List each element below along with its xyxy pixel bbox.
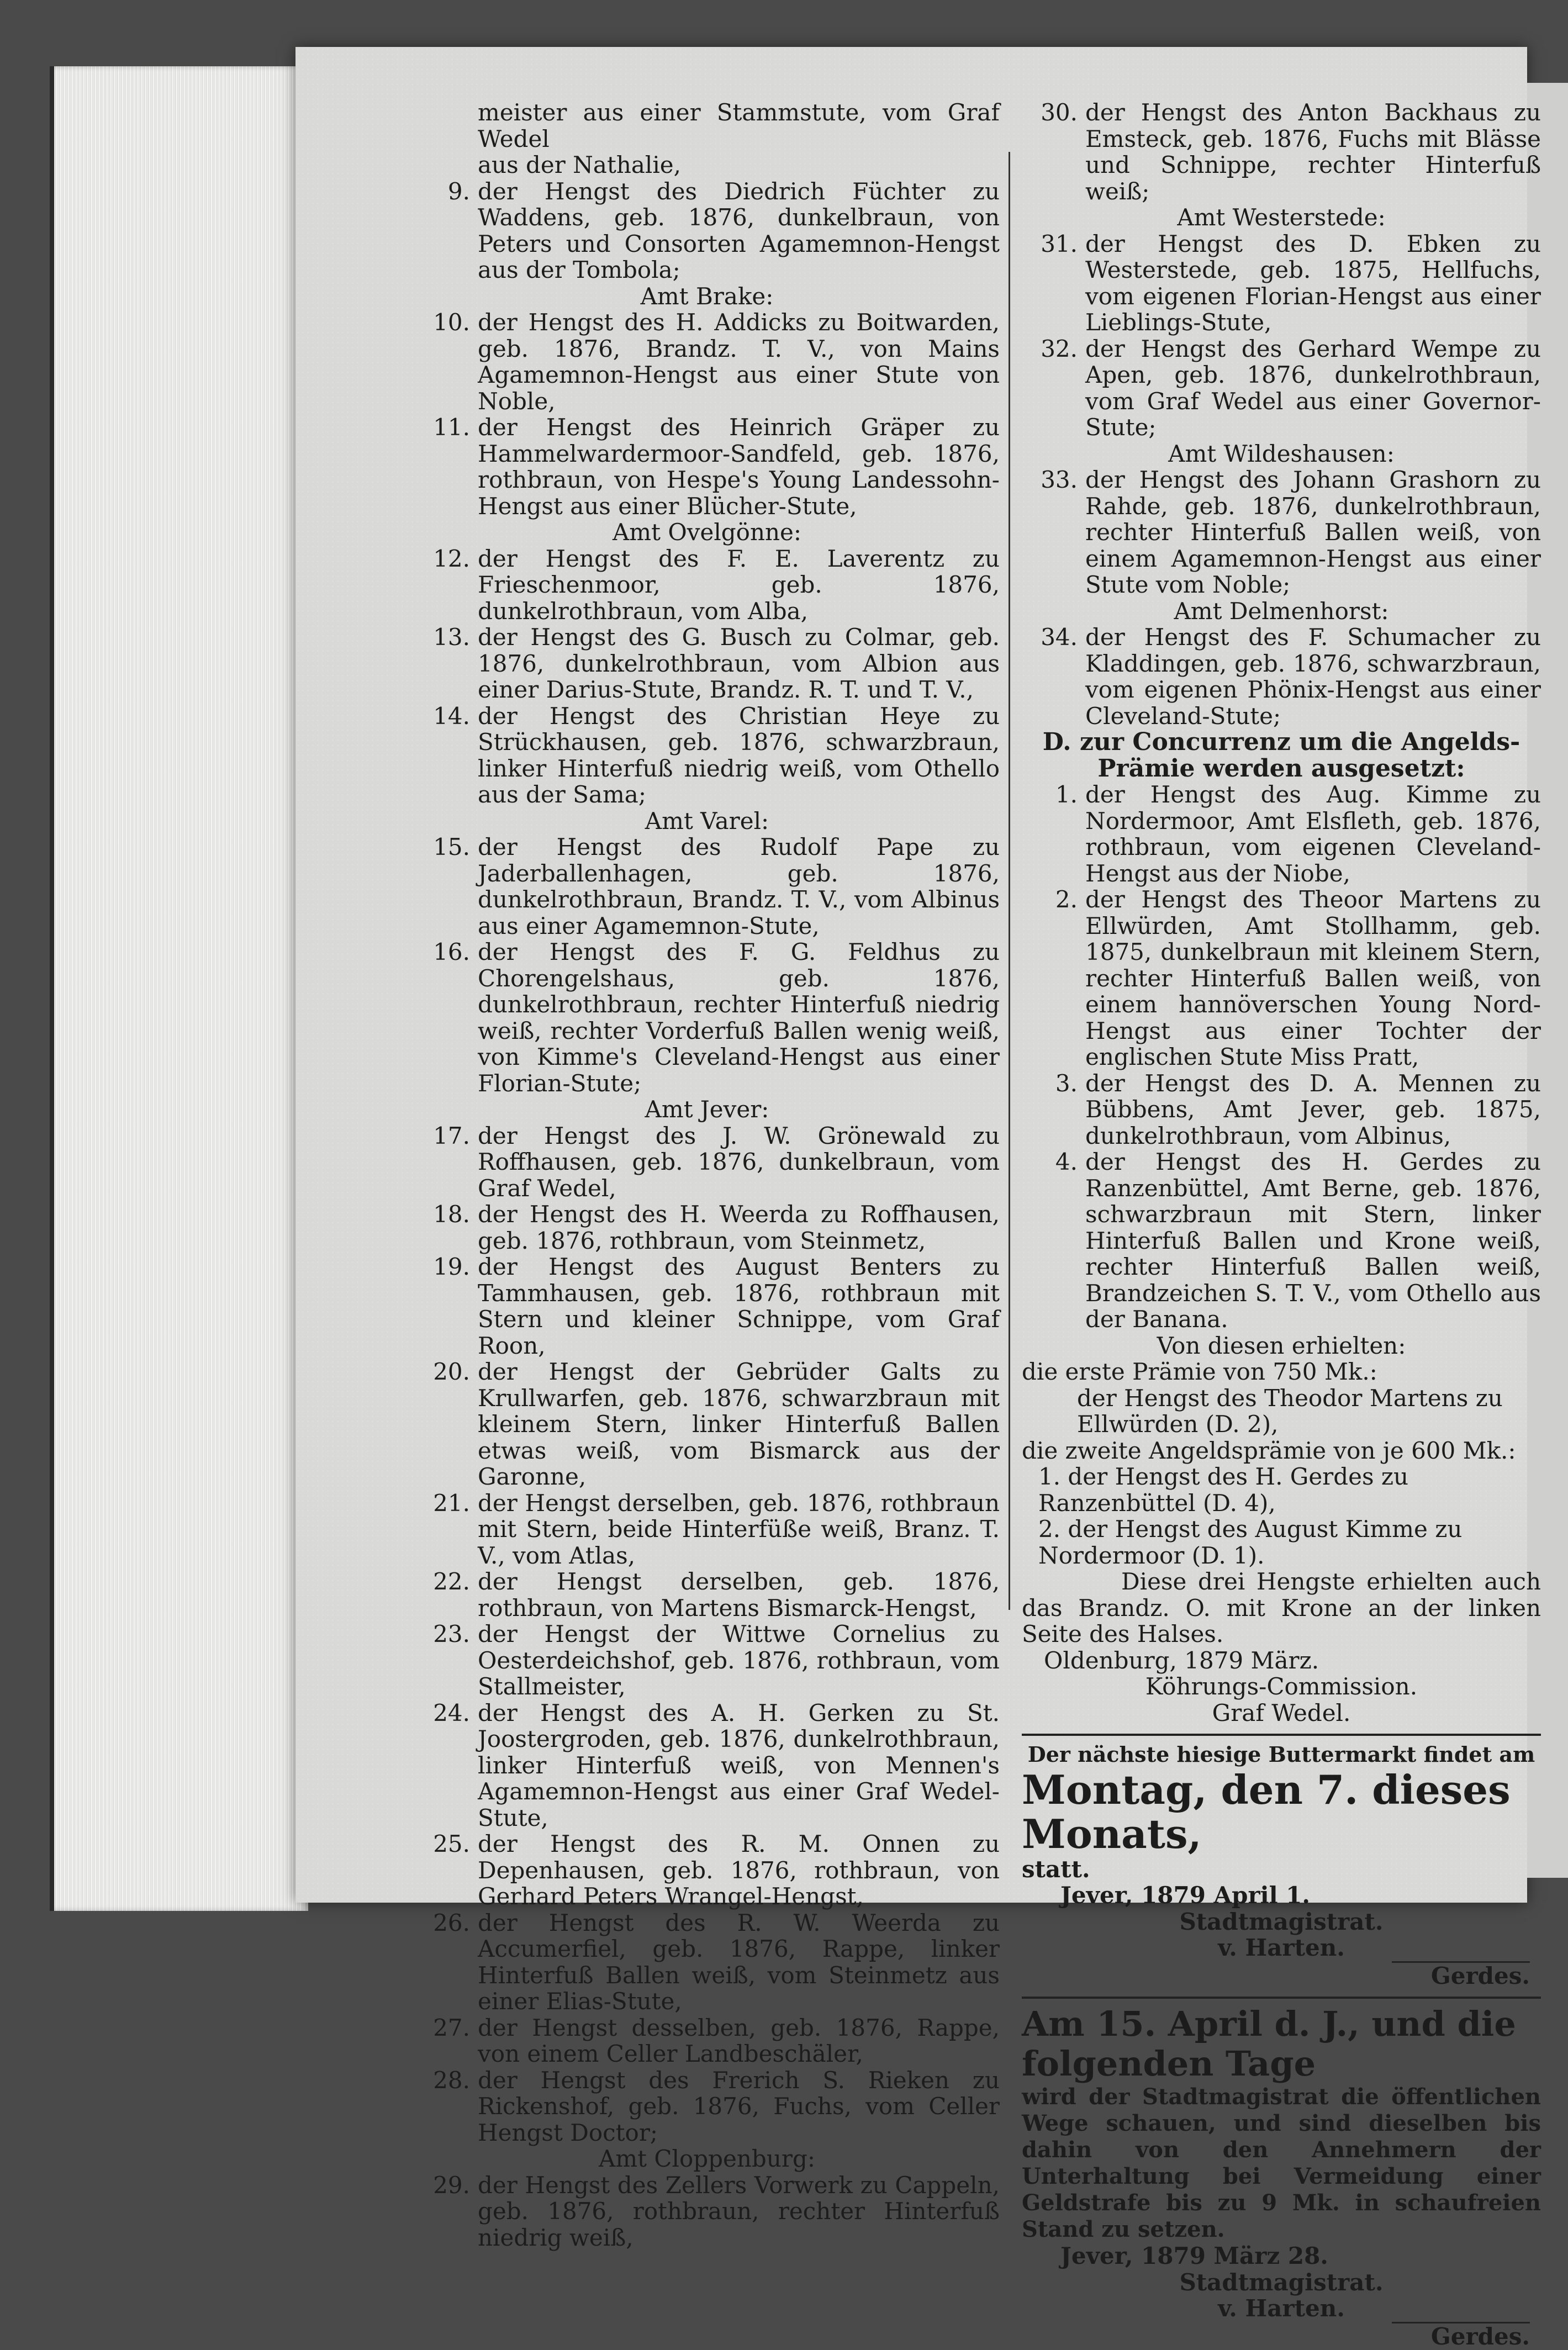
entry-number: 21. bbox=[433, 1489, 470, 1517]
district-heading: Amt Cloppenburg: bbox=[599, 2145, 815, 2172]
entry-text: der Hengst desselben, geb. 1876, Rappe, von einem Celler Landbeschäler, bbox=[478, 2014, 1000, 2067]
notice-divider-2 bbox=[1022, 1997, 1541, 1999]
entry-number: 17. bbox=[433, 1122, 470, 1149]
notice1-authority: Stadtmagistrat. bbox=[1179, 1908, 1384, 1935]
entry-text: der Hengst des Anton Backhaus zu Emsteck, geb. 1876, Fuchs mit Blässe und Schnippe, rechter Hinterfuß weiß; bbox=[1085, 99, 1541, 205]
entry-number: 32. bbox=[1041, 335, 1078, 362]
road-inspection-notice bbox=[1022, 2004, 1541, 2349]
entry-number: 31. bbox=[1041, 230, 1078, 257]
stallion-entry bbox=[414, 1831, 1000, 1910]
district-heading: Amt Brake: bbox=[640, 282, 774, 310]
entry-text: der Hengst des R. M. Onnen zu Depenhausen, geb. 1876, rothbraun, von Gerhard Peters Wrangel-Hengst, bbox=[478, 1830, 1000, 1910]
stallion-entry bbox=[414, 2015, 1000, 2067]
entry-number: 26. bbox=[433, 1909, 470, 1936]
entry-number: 24. bbox=[433, 1699, 470, 1726]
first-prize: die erste Prämie von 750 Mk.: bbox=[1022, 1358, 1377, 1385]
entry-text: der Hengst des Gerhard Wempe zu Apen, geb. 1876, dunkelrothbraun, vom Graf Wedel aus einer Governor-Stute; bbox=[1085, 335, 1541, 441]
notice2-signer: v. Harten. bbox=[1218, 2295, 1345, 2322]
notice2-body: wird der Stadtmagistrat die öffentlichen Wege schauen, und sind dieselben bis dahin von den Annehmern der Unterhaltung bei Vermeidung einer Geldstrafe bis zu 9 Mk. in schaufreien Stand zu setzen. bbox=[1022, 2084, 1541, 2242]
notice1-headline: Montag, den 7. dieses Monats, bbox=[1022, 1766, 1511, 1857]
stallion-entry bbox=[414, 1123, 1000, 1202]
entry-text: der Hengst des Diedrich Füchter zu Waddens, geb. 1876, dunkelbraun, von Peters und Consorten Agamemnon-Hengst aus der Tombola; bbox=[478, 177, 1000, 283]
entry-number: 28. bbox=[433, 2066, 470, 2094]
entry-number: 9. bbox=[447, 177, 470, 205]
entry-number: 25. bbox=[433, 1830, 470, 1857]
stallion-entry bbox=[1022, 336, 1541, 441]
entry-text: der Hengst des Rudolf Pape zu Jaderballenhagen, geb. 1876, dunkelrothbraun, Brandz. T. V., vom Albinus aus einer Agamemnon-Stute, bbox=[478, 833, 1000, 939]
entry-text: der Hengst des Frerich S. Rieken zu Rickenshof, geb. 1876, Fuchs, vom Celler Hengst Doctor; bbox=[478, 2066, 1000, 2146]
left-entries bbox=[414, 178, 1000, 2251]
stallion-entry bbox=[414, 309, 1000, 414]
district-heading: Amt Wildeshausen: bbox=[1168, 440, 1395, 467]
entry-number: 33. bbox=[1041, 466, 1078, 493]
notice-divider-1 bbox=[1022, 1734, 1541, 1736]
second-prize: die zweite Angeldsprämie von je 600 Mk.: bbox=[1022, 1437, 1516, 1464]
section-d-entries bbox=[1022, 781, 1541, 1333]
district-heading: Amt Delmenhorst: bbox=[1174, 597, 1389, 625]
entry-number: 27. bbox=[433, 2014, 470, 2041]
stallion-entry bbox=[414, 703, 1000, 808]
notice1-place-date: Jever, 1879 April 1. bbox=[1060, 1882, 1311, 1909]
entry-text: der Hengst des J. W. Grönewald zu Roffhausen, geb. 1876, dunkelbraun, vom Graf Wedel, bbox=[478, 1122, 1000, 1202]
angeld-entry bbox=[1022, 886, 1541, 1070]
entry-number: 18. bbox=[433, 1201, 470, 1228]
entry-text: der Hengst der Gebrüder Galts zu Krullwarfen, geb. 1876, schwarzbraun mit kleinem Stern, linker Hinterfuß Ballen etwas weiß, vom Bismarck aus der Garonne, bbox=[478, 1358, 1000, 1490]
stallion-entry bbox=[414, 834, 1000, 939]
entry-text: der Hengst des Aug. Kimme zu Nordermoor, Amt Elsfleth, geb. 1876, rothbraun, vom eigenen Cleveland-Hengst aus der Niobe, bbox=[1085, 781, 1541, 887]
entry-text: der Hengst des F. G. Feldhus zu Chorengelshaus, geb. 1876, dunkelrothbraun, rechter Hinterfuß niedrig weiß, rechter Vorderfuß Ballen wenig weiß, von Kimme's Cleveland-Hengst aus einer Florian-Stute; bbox=[478, 938, 1000, 1097]
district-heading: Amt Varel: bbox=[645, 807, 769, 835]
district-heading: Amt Ovelgönne: bbox=[612, 519, 802, 546]
angeld-entry bbox=[1022, 781, 1541, 886]
entry-text: der Hengst des H. Gerdes zu Ranzenbüttel, Amt Berne, geb. 1876, schwarzbraun mit Stern, linker Hinterfuß Ballen und Krone weiß, rechter Hinterfuß Ballen weiß, Brandzeichen S. T. V., vom Othello aus der Banana. bbox=[1085, 1148, 1541, 1333]
notice2-headline: Am 15. April d. J., und die folgenden Tage bbox=[1022, 2004, 1516, 2084]
entry-text: der Hengst des F. Schumacher zu Kladdingen, geb. 1876, schwarzbraun, vom eigenen Phönix-Hengst aus einer Cleveland-Stute; bbox=[1085, 624, 1541, 730]
results-intro: Von diesen erhielten: bbox=[1157, 1332, 1406, 1359]
notice1-tail: statt. bbox=[1022, 1855, 1090, 1883]
entry-number: 19. bbox=[433, 1253, 470, 1280]
entry-number: 4. bbox=[1055, 1148, 1078, 1175]
stallion-entry bbox=[414, 2067, 1000, 2146]
entry-text: der Hengst des F. E. Laverentz zu Frieschenmoor, geb. 1876, dunkelrothbraun, vom Alba, bbox=[478, 545, 1000, 625]
entry-text: der Hengst des Theoor Martens zu Ellwürden, Amt Stollhamm, geb. 1875, dunkelbraun mit kleinem Stern, rechter Hinterfuß Ballen weiß, von einem hannöverschen Young Nord-Hengst aus einer Tochter der englischen Stute Miss Pratt, bbox=[1085, 886, 1541, 1070]
entry-number: 10. bbox=[433, 309, 470, 336]
angeld-entry bbox=[1022, 1149, 1541, 1333]
stallion-entry bbox=[414, 1359, 1000, 1490]
right-entries bbox=[1022, 99, 1541, 729]
entry-text: der Hengst des Christian Heye zu Strückhausen, geb. 1876, schwarzbraun, linker Hinterfuß niedrig weiß, vom Othello aus der Sama; bbox=[478, 702, 1000, 808]
entry-number: 22. bbox=[433, 1568, 470, 1595]
entry-number: 1. bbox=[1055, 781, 1078, 808]
stallion-entry bbox=[414, 624, 1000, 703]
notice2-clerk: Gerdes. bbox=[1430, 2322, 1530, 2350]
stallion-entry bbox=[414, 546, 1000, 625]
left-column bbox=[414, 99, 1000, 2251]
entry-number: 23. bbox=[433, 1620, 470, 1647]
stallion-entry bbox=[414, 939, 1000, 1096]
entry-number: 29. bbox=[433, 2171, 470, 2199]
entry-text: der Hengst des Heinrich Gräper zu Hammelwardermoor-Sandfeld, geb. 1876, rothbraun, von Hespe's Young Landessohn-Hengst aus einer Blücher-Stute, bbox=[478, 414, 1000, 520]
district-heading: Amt Jever: bbox=[645, 1096, 769, 1123]
entry-number: 3. bbox=[1055, 1069, 1078, 1097]
entry-text: der Hengst des A. H. Gerken zu St. Joostergroden, geb. 1876, dunkelrothbraun, linker Hinterfuß weiß, von Mennen's Agamemnon-Hengst aus einer Graf Wedel-Stute, bbox=[478, 1699, 1000, 1831]
notice1-signer: v. Harten. bbox=[1218, 1934, 1345, 1961]
entry-number: 20. bbox=[433, 1358, 470, 1385]
district-heading: Amt Westerstede: bbox=[1177, 204, 1386, 231]
stallion-entry bbox=[414, 178, 1000, 283]
entry-number: 16. bbox=[433, 938, 470, 965]
right-column bbox=[1022, 99, 1541, 2349]
stallion-entry bbox=[414, 1621, 1000, 1700]
continuation-line-2: aus der Nathalie, bbox=[478, 151, 681, 178]
stallion-entry bbox=[1022, 231, 1541, 336]
entry-text: der Hengst des Johann Grashorn zu Rahde, geb. 1876, dunkelrothbraun, rechter Hinterfuß Ballen weiß, von einem Agamemnon-Hengst aus einer Stute vom Noble; bbox=[1085, 466, 1541, 598]
stallion-entry bbox=[414, 1490, 1000, 1569]
stallion-entry bbox=[414, 1910, 1000, 2015]
entry-text: der Hengst des H. Weerda zu Roffhausen, geb. 1876, rothbraun, vom Steinmetz, bbox=[478, 1201, 1000, 1254]
stallion-entry bbox=[414, 1254, 1000, 1359]
angeld-entry bbox=[1022, 1070, 1541, 1149]
book-page-edges bbox=[50, 66, 308, 1911]
entry-text: der Hengst derselben, geb. 1876, rothbraun mit Stern, beide Hinterfüße weiß, Branz. T. V., vom Atlas, bbox=[478, 1489, 1000, 1569]
entry-number: 12. bbox=[433, 545, 470, 572]
entry-text: der Hengst des Zellers Vorwerk zu Cappeln, geb. 1876, rothbraun, rechter Hinterfuß niedrig weiß, bbox=[478, 2171, 1000, 2251]
second-prize-winner-1: 1. der Hengst des H. Gerdes zu Ranzenbüttel (D. 4), bbox=[1038, 1463, 1409, 1517]
section-d-heading: D. zur Concurrenz um die Angelds-Prämie werden ausgesetzt: bbox=[1042, 728, 1521, 783]
notice1-clerk: Gerdes. bbox=[1430, 1962, 1530, 1989]
stallion-entry bbox=[414, 1700, 1000, 1831]
entry-text: der Hengst des D. Ebken zu Westerstede, geb. 1875, Hellfuchs, vom eigenen Florian-Hengst aus einer Lieblings-Stute, bbox=[1085, 230, 1541, 336]
continuation-line-1: meister aus einer Stammstute, vom Graf Wedel bbox=[478, 99, 1000, 152]
commission-signature: Graf Wedel. bbox=[1212, 1699, 1351, 1726]
stallion-entry bbox=[1022, 99, 1541, 204]
entry-text: der Hengst des G. Busch zu Colmar, geb. 1876, dunkelrothbraun, vom Albion aus einer Darius-Stute, Brandz. R. T. und T. V., bbox=[478, 624, 1000, 703]
entry-text: der Hengst des August Benters zu Tammhausen, geb. 1876, rothbraun mit Stern und kleiner Schnippe, vom Graf Roon, bbox=[478, 1253, 1000, 1359]
stallion-entry bbox=[414, 1569, 1000, 1621]
stallion-entry bbox=[1022, 624, 1541, 729]
stallion-entry bbox=[414, 414, 1000, 519]
entry-text: der Hengst derselben, geb. 1876, rothbraun, von Martens Bismarck-Hengst, bbox=[478, 1568, 1000, 1622]
first-prize-winner: der Hengst des Theodor Martens zu Ellwürden (D. 2), bbox=[1077, 1384, 1503, 1438]
entry-text: der Hengst des H. Addicks zu Boitwarden, geb. 1876, Brandz. T. V., von Mains Agamemnon-Hengst aus einer Stute von Noble, bbox=[478, 309, 1000, 415]
second-prize-winner-2: 2. der Hengst des August Kimme zu Nordermoor (D. 1). bbox=[1038, 1515, 1463, 1569]
place-date: Oldenburg, 1879 März. bbox=[1044, 1646, 1319, 1674]
brand-note: Diese drei Hengste erhielten auch das Brandz. O. mit Krone an der linken Seite des Halses. bbox=[1022, 1568, 1541, 1647]
notice2-place-date: Jever, 1879 März 28. bbox=[1060, 2242, 1328, 2269]
stallion-entry bbox=[414, 1201, 1000, 1254]
stallion-entry bbox=[1022, 467, 1541, 598]
notice2-authority: Stadtmagistrat. bbox=[1179, 2268, 1384, 2296]
entry-number: 15. bbox=[433, 833, 470, 860]
notice1-intro: Der nächste hiesige Buttermarkt findet am bbox=[1027, 1742, 1535, 1767]
commission-name: Köhrungs-Commission. bbox=[1145, 1673, 1418, 1700]
entry-number: 34. bbox=[1041, 624, 1078, 651]
entry-number: 13. bbox=[433, 624, 470, 651]
entry-number: 30. bbox=[1041, 99, 1078, 126]
entry-text: der Hengst des R. W. Weerda zu Accumerfiel, geb. 1876, Rappe, linker Hinterfuß Ballen weiß, vom Steinmetz aus einer Elias-Stute, bbox=[478, 1909, 1000, 2015]
stallion-entry bbox=[414, 2172, 1000, 2251]
entry-text: der Hengst des D. A. Mennen zu Bübbens, Amt Jever, geb. 1875, dunkelrothbraun, vom Albinus, bbox=[1085, 1069, 1541, 1149]
entry-number: 14. bbox=[433, 702, 470, 730]
entry-number: 11. bbox=[433, 414, 470, 441]
entry-number: 2. bbox=[1055, 886, 1078, 913]
column-divider bbox=[1009, 152, 1010, 1610]
entry-text: der Hengst der Wittwe Cornelius zu Oesterdeichshof, geb. 1876, rothbraun, vom Stallmeister, bbox=[478, 1620, 1000, 1700]
